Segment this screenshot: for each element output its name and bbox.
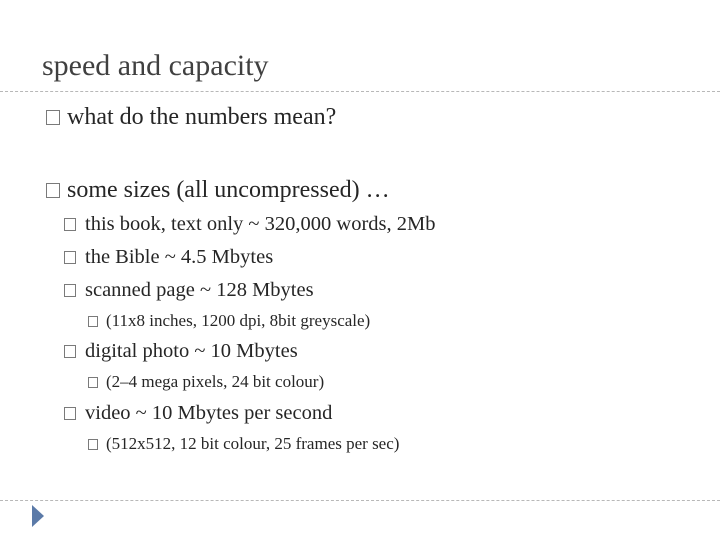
- square-bullet-icon: [88, 439, 98, 450]
- bullet-text: the Bible ~ 4.5 Mbytes: [85, 246, 274, 268]
- bullet-text: (11x8 inches, 1200 dpi, 8bit greyscale): [106, 311, 371, 330]
- square-bullet-icon: [46, 110, 60, 125]
- square-bullet-icon: [88, 316, 98, 327]
- square-bullet-icon: [64, 407, 76, 420]
- square-bullet-icon: [64, 284, 76, 297]
- nav-arrow-icon[interactable]: [31, 504, 45, 528]
- bullet-text: scanned page ~ 128 Mbytes: [85, 279, 314, 301]
- slide-title: speed and capacity: [42, 49, 269, 82]
- square-bullet-icon: [64, 218, 76, 231]
- bullet-text: some sizes (all uncompressed) …: [67, 177, 390, 203]
- bullet-item: [64, 278, 314, 302]
- bullet-item: [64, 401, 332, 425]
- bullet-item: [64, 245, 273, 269]
- square-bullet-icon: [64, 251, 76, 264]
- bullet-text: this book, text only ~ 320,000 words, 2Mb: [85, 213, 436, 235]
- square-bullet-icon: [46, 183, 60, 198]
- bullet-item: [88, 311, 370, 331]
- square-bullet-icon: [64, 345, 76, 358]
- bullet-item: [64, 212, 435, 236]
- bullet-text: (512x512, 12 bit colour, 25 frames per sec): [106, 434, 400, 453]
- title-divider: [0, 91, 720, 92]
- bullet-text: what do the numbers mean?: [67, 104, 337, 130]
- bottom-divider: [0, 500, 720, 501]
- bullet-item: [46, 103, 336, 131]
- bullet-text: digital photo ~ 10 Mbytes: [85, 340, 298, 362]
- bullet-item: [46, 176, 390, 204]
- bullet-text: (2–4 mega pixels, 24 bit colour): [106, 372, 325, 391]
- square-bullet-icon: [88, 377, 98, 388]
- bullet-text: video ~ 10 Mbytes per second: [85, 402, 333, 424]
- nav-arrow-shape: [32, 505, 44, 527]
- bullet-item: [88, 434, 399, 454]
- bullet-item: [64, 339, 298, 363]
- bullet-item: [88, 372, 324, 392]
